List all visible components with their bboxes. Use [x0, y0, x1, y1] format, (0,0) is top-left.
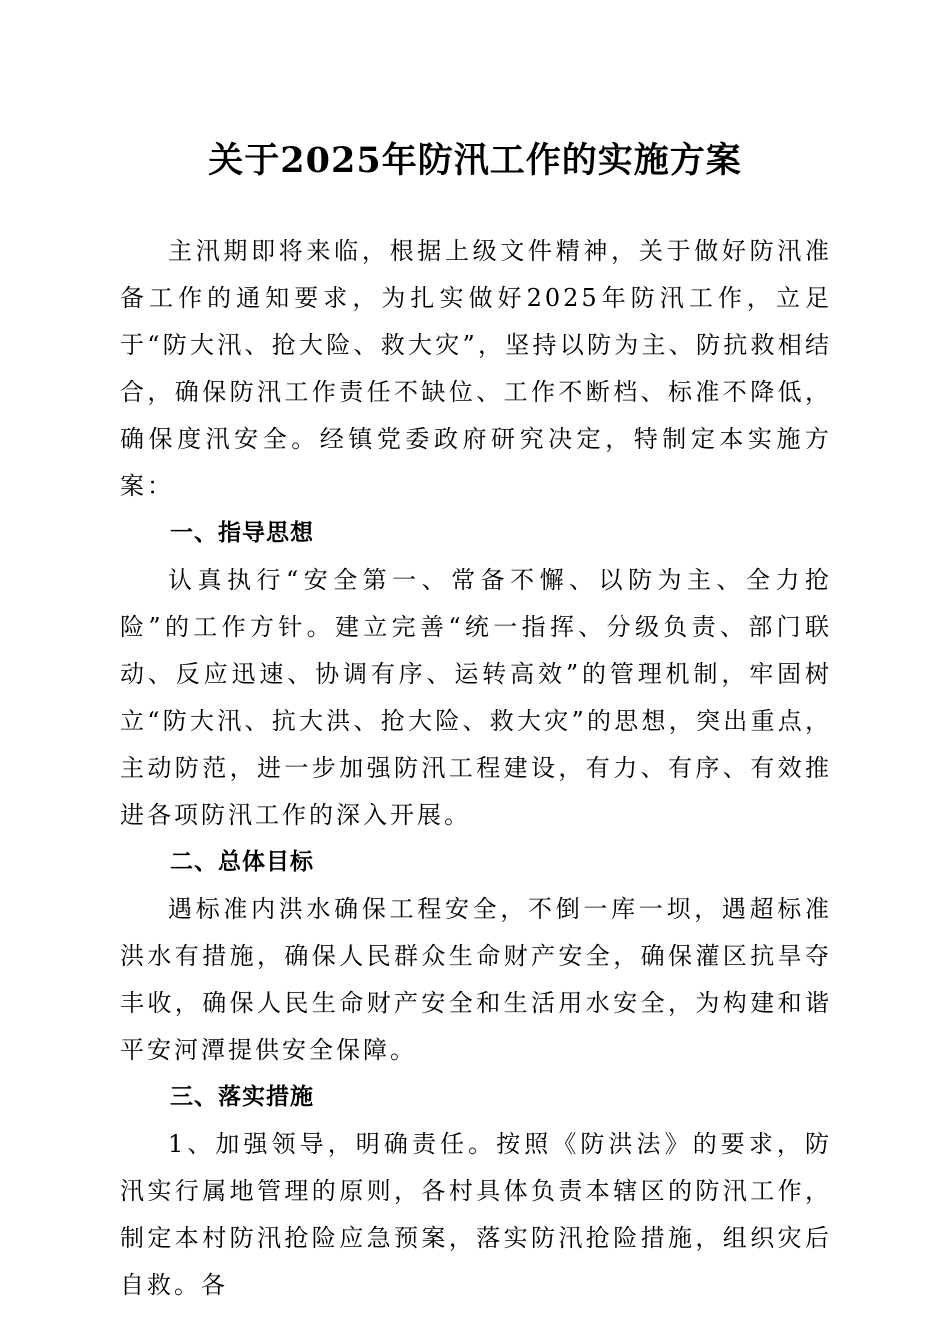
intro-paragraph: 主汛期即将来临，根据上级文件精神，关于做好防汛准备工作的通知要求，为扎实做好2025年防汛工作，立足于“防大汛、抢大险、救大灾”，坚持以防为主、防抗救相结合，确保防汛工作责任不缺位、工作不断档、标准不降低，确保度汛安全。经镇党委政府研究决定，特制定本实施方案： — [120, 237, 832, 500]
document-body — [120, 228, 832, 1309]
section-heading-guiding-ideology: 一、指导思想 — [170, 520, 314, 546]
section-paragraph-implementation-measures: 1、加强领导，明确责任。按照《防洪法》的要求，防汛实行属地管理的原则，各村具体负责本辖区的防汛工作，制定本村防汛抢险应急预案，落实防汛抢险措施，组织灾后自救。各 — [120, 1130, 832, 1299]
section-heading-overall-goal: 二、总体目标 — [170, 849, 314, 875]
section-paragraph-overall-goal: 遇标准内洪水确保工程安全，不倒一库一坝，遇超标准洪水有措施，确保人民群众生命财产安全，确保灌区抗旱夺丰收，确保人民生命财产安全和生活用水安全，为构建和谐平安河潭提供安全保障。 — [120, 895, 832, 1064]
document-title: 关于2025年防汛工作的实施方案 — [208, 140, 742, 181]
section-heading-implementation-measures: 三、落实措施 — [170, 1084, 314, 1110]
section-paragraph-guiding-ideology: 认真执行“安全第一、常备不懈、以防为主、全力抢险”的工作方针。建立完善“统一指挥、分级负责、部门联动、反应迅速、协调有序、运转高效”的管理机制，牢固树立“防大汛、抗大洪、抢大险、救大灾”的思想，突出重点，主动防范，进一步加强防汛工程建设，有力、有序、有效推进各项防汛工作的深入开展。 — [120, 566, 832, 829]
